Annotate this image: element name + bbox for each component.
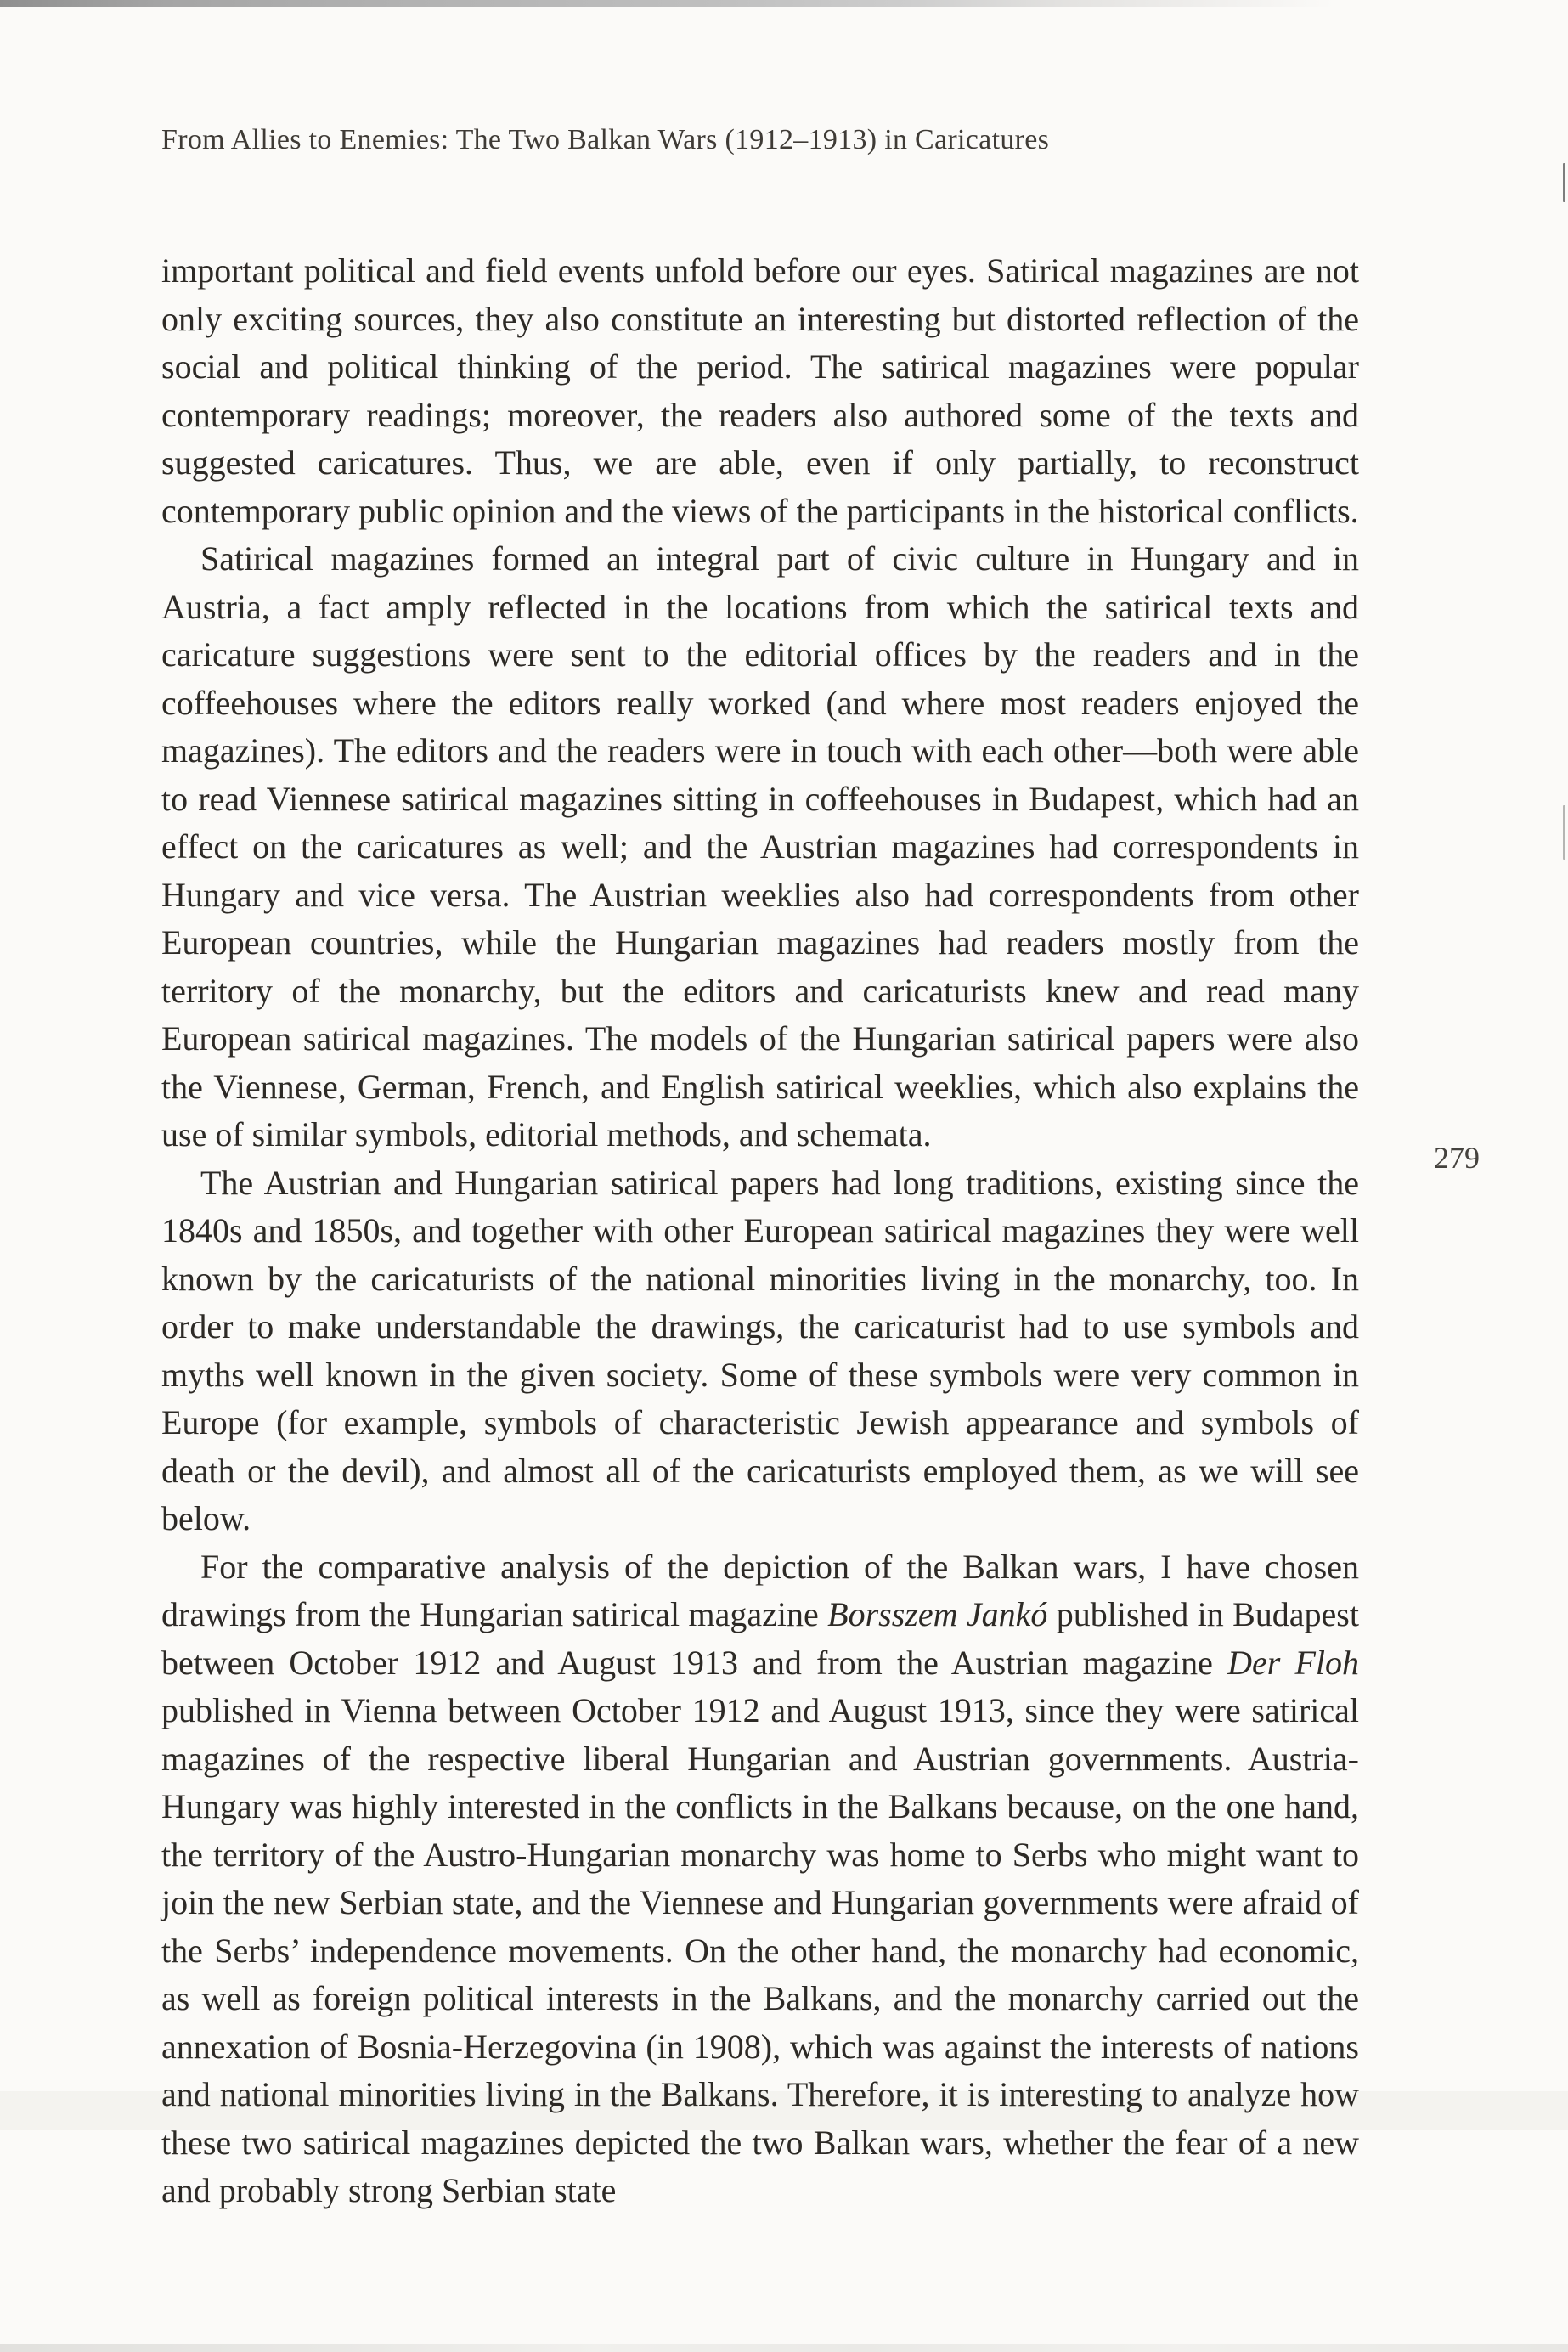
body-text-block xyxy=(161,247,1359,2215)
body-paragraph: The Austrian and Hungarian satirical papers had long traditions, existing since the 1840s and 1850s, and together with other European satirical magazines they were well known by the caricaturists of the national minorities living in the monarchy, too. In order to make understandable the drawings, the caricaturist had to use symbols and myths well known in the given society. Some of these symbols were very common in Europe (for example, symbols of characteristic Jewish appearance and symbols of death or the devil), and almost all of the caricaturists employed them, as we will see below. xyxy=(161,1163,1359,1537)
body-paragraph: important political and field events unfold before our eyes. Satirical magazines are not only exciting sources, they also constitute an interesting but distorted reflection of the social and political thinking of the period. The satirical magazines were popular contemporary readings; moreover, the readers also authored some of the texts and suggested caricatures. Thus, we are able, even if only partially, to reconstruct contemporary public opinion and the views of the participants in the historical conflicts. xyxy=(161,251,1359,530)
page-number: 279 xyxy=(1434,1141,1480,1175)
scan-artifact-right-mark-2 xyxy=(1563,805,1565,860)
body-paragraph: Satirical magazines formed an integral part of civic culture in Hungary and in Austria, a fact amply reflected in the locations from which the satirical texts and caricature suggestions were sent to the editorial offices by the readers and in the coffeehouses where the editors really worked (and where most readers enjoyed the magazines). The editors and the readers were in touch with each other—both were able to read Viennese satirical magazines sitting in coffeehouses in Budapest, which had an effect on the caricatures as well; and the Austrian magazines had correspondents in Hungary and vice versa. The Austrian weeklies also had correspondents from other European countries, while the Hungarian magazines had readers mostly from the territory of the monarchy, but the editors and caricaturists knew and read many European satirical magazines. The models of the Hungarian satirical papers were also the Viennese, German, French, and English satirical weeklies, which also explains the use of similar symbols, editorial methods, and schemata. xyxy=(161,539,1359,1153)
scan-artifact-bottom-edge xyxy=(0,2344,1568,2352)
scan-artifact-right-mark xyxy=(1563,163,1565,202)
running-header: From Allies to Enemies: The Two Balkan Wars (1912–1913) in Caricatures xyxy=(161,124,1050,155)
body-paragraph: For the comparative analysis of the depiction of the Balkan wars, I have chosen drawings from the Hungarian satirical magazine Borsszem Jankó published in Budapest between October 1912 and August 1913 and from the Austrian magazine Der Floh published in Vienna between October 1912 and August 1913, since they were satirical magazines of the respective liberal Hungarian and Austrian governments. Austria-Hungary was highly interested in the conflicts in the Balkans because, on the one hand, the territory of the Austro-Hungarian monarchy was home to Serbs who might want to join the new Serbian state, and the Viennese and Hungarian governments were afraid of the Serbs’ independence movements. On the other hand, the monarchy had economic, as well as foreign political interests in the Balkans, and the monarchy carried out the annexation of Bosnia-Herzegovina (in 1908), which was against the interests of nations and national minorities living in the Balkans. Therefore, it is interesting to analyze how these two satirical magazines depicted the two Balkan wars, whether the fear of a new and probably strong Serbian state xyxy=(161,1547,1359,2209)
scan-artifact-top-edge xyxy=(0,0,1376,7)
